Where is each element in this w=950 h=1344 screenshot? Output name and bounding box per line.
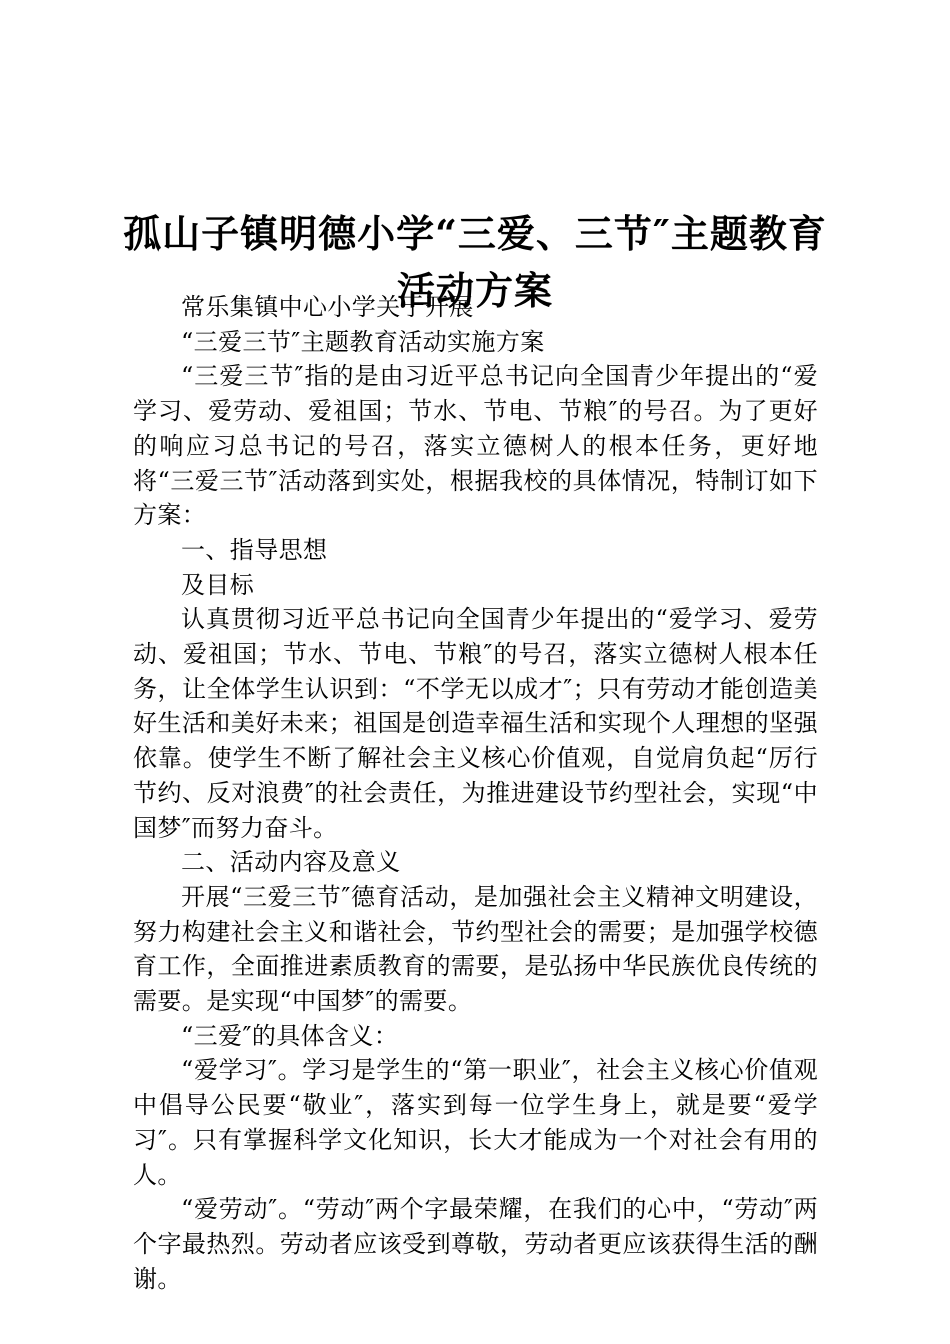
paragraph-love-labor: “爱劳动″。“劳动″两个字最荣耀，在我们的心中，“劳动″两个字最热烈。劳动者应该受到尊敬，劳动者更应该获得生活的酬谢。 — [133, 1195, 818, 1293]
paragraph-three-loves-heading: “三爱″的具体含义： — [181, 1021, 399, 1050]
paragraph-heading-line-2: “三爱三节″主题教育活动实施方案 — [181, 327, 545, 356]
document-body — [133, 290, 818, 1296]
section-heading-content: 二、活动内容及意义 — [181, 848, 401, 877]
paragraph-love-learning: “爱学习″。学习是学生的“第一职业″，社会主义核心价值观中倡导公民要“敬业″，落实到每一位学生身上，就是要“爱学习″。只有掌握科学文化知识，长大才能成为一个对社会有用的人。 — [133, 1056, 818, 1189]
section-heading-objectives: 及目标 — [181, 570, 255, 599]
paragraph-heading-line-1: 常乐集镇中心小学关于开展 — [181, 293, 474, 321]
paragraph-content: 开展“三爱三节″德育活动，是加强社会主义精神文明建设，努力构建社会主义和谐社会，节约型社会的需要；是加强学校德育工作，全面推进素质教育的需要，是弘扬中华民族优良传统的需要。是实现“中国梦″的需要。 — [133, 882, 818, 1016]
document-title: 孤山子镇明德小学“三爱、三节″主题教育活动方案 — [123, 211, 827, 314]
section-heading-guiding-thought: 一、指导思想 — [181, 535, 328, 564]
paragraph-guiding-thought: 认真贯彻习近平总书记向全国青少年提出的“爱学习、爱劳动、爱祖国；节水、节电、节粮″的号召，落实立德树人根本任务，让全体学生认识到：“不学无以成才″；只有劳动才能创造美好生活和美好未来；祖国是创造幸福生活和实现个人理想的坚强依靠。使学生不断了解社会主义核心价值观，自觉肩负起“厉行节约、反对浪费″的社会责任，为推进建设节约型社会，实现“中国梦″而努力奋斗。 — [133, 605, 818, 842]
paragraph-intro: “三爱三节″指的是由习近平总书记向全国青少年提出的“爱学习、爱劳动、爱祖国；节水、节电、节粮″的号召。为了更好的响应习总书记的号召，落实立德树人的根本任务，更好地将“三爱三节″活动落到实处，根据我校的具体情况，特制订如下方案： — [133, 362, 818, 530]
